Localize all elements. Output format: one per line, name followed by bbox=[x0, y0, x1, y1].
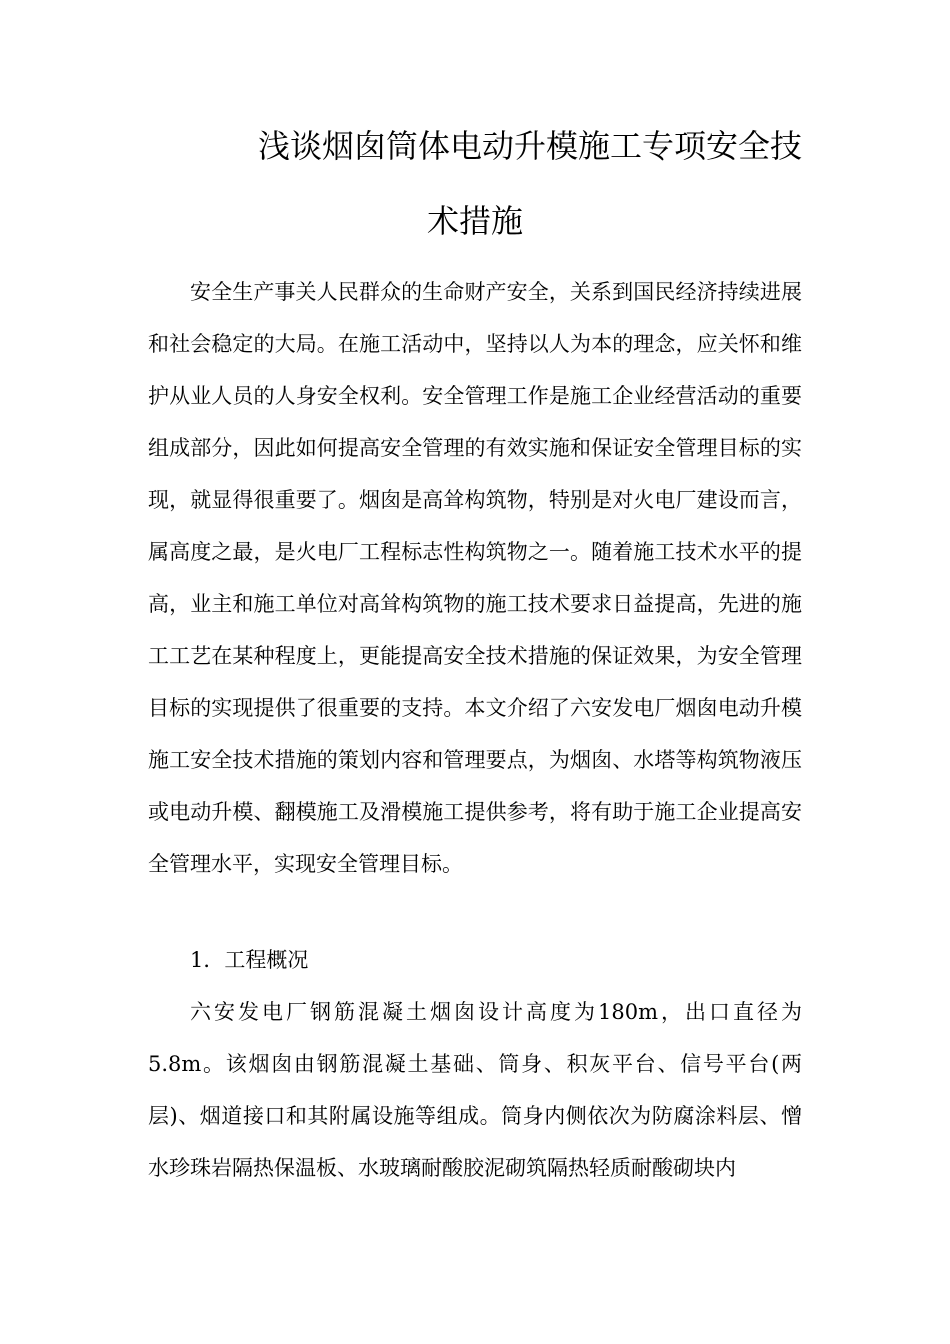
document-title-line2: 术措施 bbox=[426, 202, 523, 240]
document-title-line1: 浅谈烟囱筒体电动升模施工专项安全技 bbox=[257, 127, 802, 165]
section-heading-project-overview: 1．工程概况 bbox=[190, 948, 309, 972]
project-overview-paragraph: 六安发电厂钢筋混凝土烟囱设计高度为180m，出口直径为5.8m。该烟囱由钢筋混凝土基础、筒身、积灰平台、信号平台(两层)、烟道接口和其附属设施等组成。筒身内侧依次为防腐涂料层、憎水珍珠岩隔热保温板、水玻璃耐酸胶泥砌筑隔热轻质耐酸砌块内 bbox=[148, 1000, 802, 1180]
intro-paragraph: 安全生产事关人民群众的生命财产安全，关系到国民经济持续进展和社会稳定的大局。在施工活动中，坚持以人为本的理念，应关怀和维护从业人员的人身安全权利。安全管理工作是施工企业经营活动的重要组成部分，因此如何提高安全管理的有效实施和保证安全管理目标的实现，就显得很重要了。烟囱是高耸构筑物，特别是对火电厂建设而言，属高度之最，是火电厂工程标志性构筑物之一。随着施工技术水平的提高，业主和施工单位对高耸构筑物的施工技术要求日益提高，先进的施工工艺在某种程度上，更能提高安全技术措施的保证效果，为安全管理目标的实现提供了很重要的支持。本文介绍了六安发电厂烟囱电动升模施工安全技术措施的策划内容和管理要点，为烟囱、水塔等构筑物液压或电动升模、翻模施工及滑模施工提供参考，将有助于施工企业提高安全管理水平，实现安全管理目标。 bbox=[148, 280, 802, 876]
